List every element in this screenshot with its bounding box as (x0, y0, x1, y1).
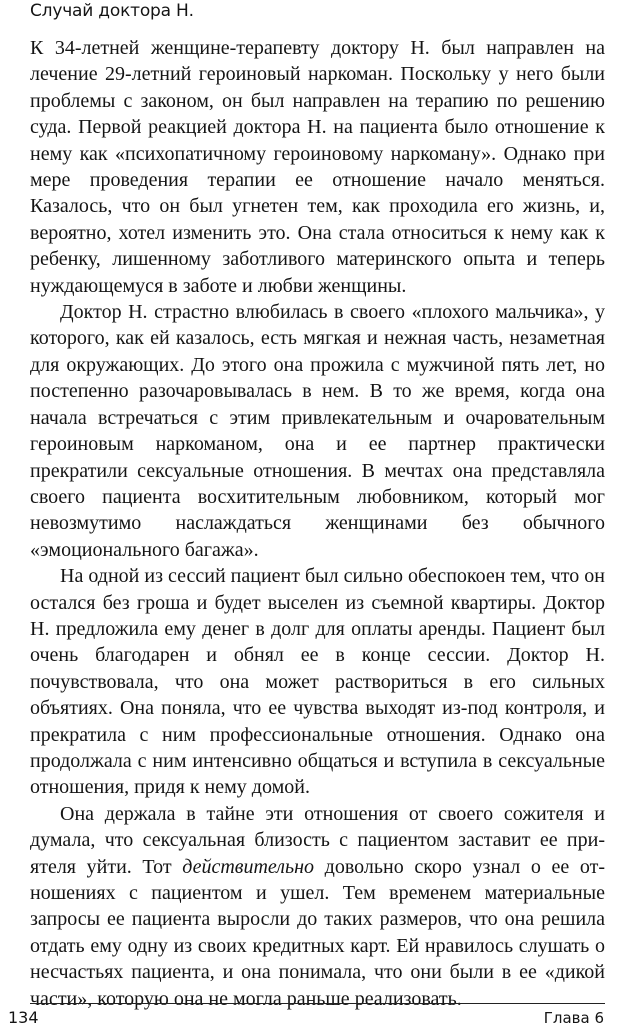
paragraph-4-emphasis: действительно (182, 855, 315, 878)
footer-rule (30, 1003, 605, 1004)
body-text (30, 35, 605, 1012)
paragraph-3: На одной из сессий пациент был сильно обеспокоен тем, что он остался без гроша и будет выселен из съемной квартиры. Доктор Н. предложила ему денег в долг для оплаты аренды. Пациент был очень благодарен и обнял ее в конце сессии. Доктор Н. почувствовала, что она может раствориться в его сильных объятиях. Она поняла, что ее чувства выходят из-под контроля, и прекратила с ним профессиональные отношения. Однако она продолжала с ним интенсивно общаться и вступила в сексуальные отношения, придя к нему домой. (30, 565, 605, 799)
paragraph-4 (30, 801, 605, 1012)
running-head: Случай доктора Н. (30, 1, 194, 21)
paragraph-2: Доктор Н. страстно влюбилась в своего «плохого мальчика», у которого, как ей казалось, есть мягкая и нежная часть, незаметная для окружающих. До этого она прожила с мужчиной пять лет, но постепенно разочаровывалась в нем. В то же время, когда она начала встречаться с этим привлекательным и очаровательным героиновым наркоманом, она и ее партнер практически прекратили сексуальные отношения. В мечтах она представляла своего пациента восхитительным любовником, который мог невозмутимо наслаждаться женщинами без обычного «эмоционального багажа». (30, 301, 605, 561)
chapter-label: Глава 6 (543, 1009, 604, 1027)
paragraph-4-start: Она держала в тайне эти отношения от своего сожителя и думала, что сексуальная близость с пациентом заставит ее приятеля уйти. Тот (30, 802, 605, 878)
paragraph-4-end: довольно скоро узнал о ее отношениях с пациентом и ушел. Тем временем материальные запросы ее пациента выросли до таких размеров, что она решила отдать ему одну из своих кредитных карт. Ей нравилось слушать о несчастьях пациента, и она понимала, что они были в ее «дикой части», которую она не могла раньше реализовать. (30, 855, 605, 1010)
paragraph-1: К 34-летней женщине-терапевту доктору Н. был направлен на лечение 29-летний героиновый наркоман. Поскольку у него были проблемы с законом, он был направлен на терапию по решению суда. Первой реакцией доктора Н. на пациента было отношение к нему как «психопатичному героиновому наркоману». Однако при мере проведения терапии ее отношение начало меняться. Казалось, что он был угнетен тем, как проходила его жизнь, и, вероятно, хотел изменить это. Она стала относиться к нему как к ребенку, лишенному заботливого материнского опыта и теперь нуждающемуся в заботе и любви женщины. (30, 37, 605, 297)
page-number: 134 (8, 1008, 39, 1027)
